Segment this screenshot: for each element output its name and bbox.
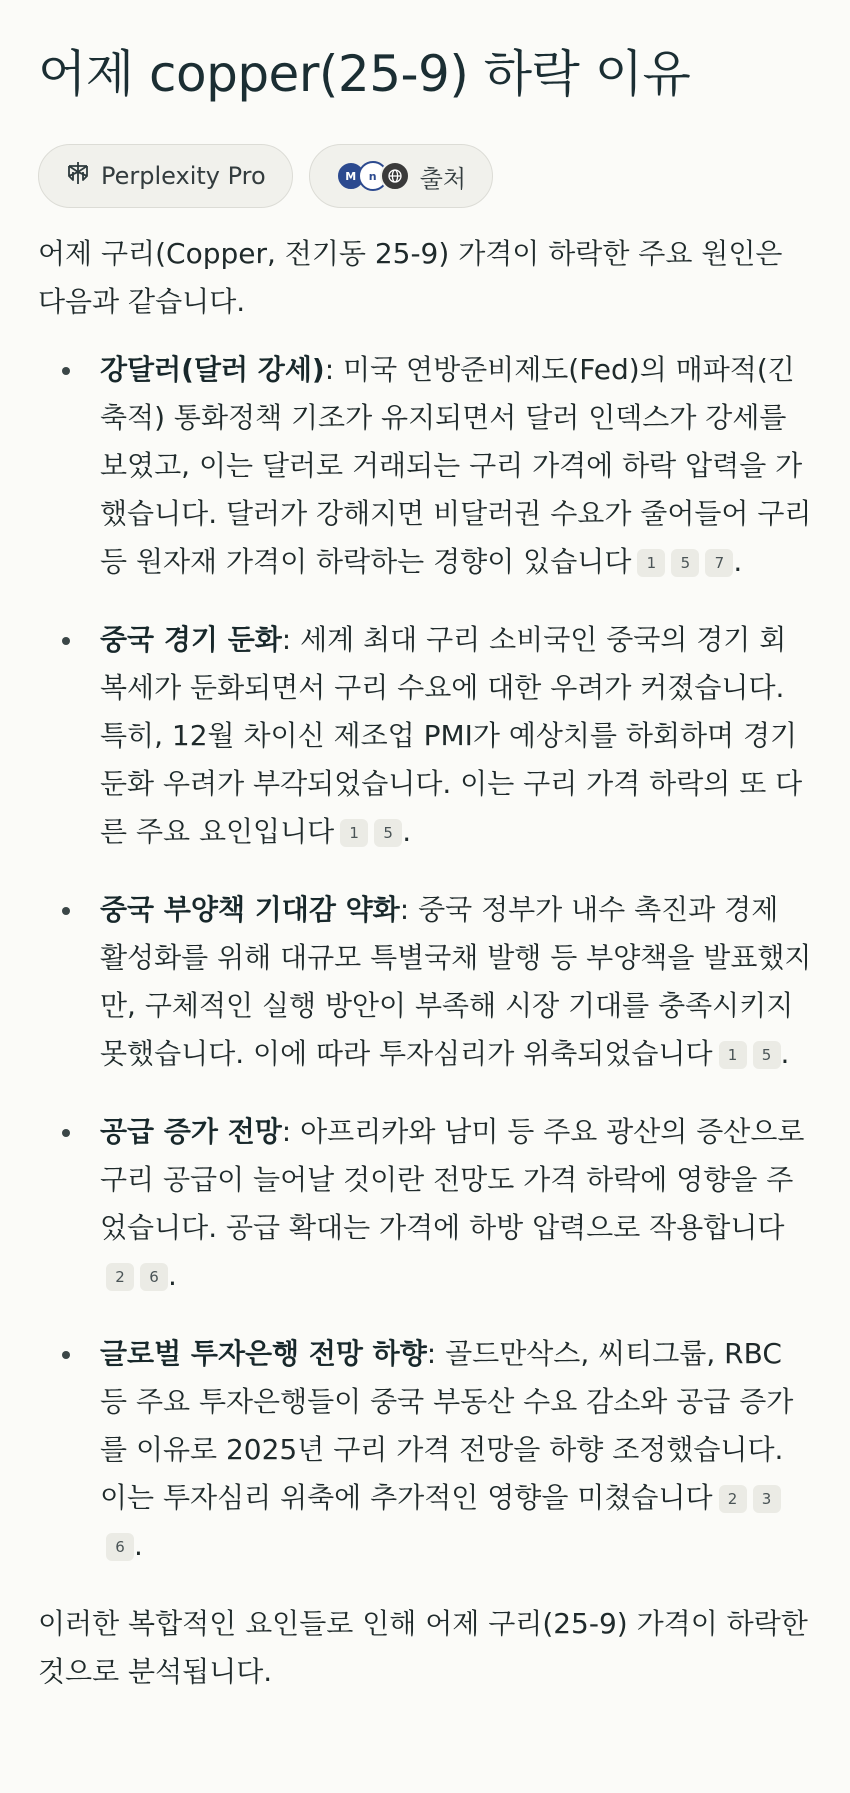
citation-badge[interactable]: 3 xyxy=(753,1485,781,1513)
list-item-heading: 글로벌 투자은행 전망 하향 xyxy=(100,1337,427,1370)
perplexity-pro-chip[interactable] xyxy=(38,144,293,208)
sources-label: 출처 xyxy=(419,164,467,193)
citation-badge[interactable]: 1 xyxy=(340,819,368,847)
list-item-heading: 중국 부양책 기대감 약화 xyxy=(100,893,400,926)
list-item: 중국 부양책 기대감 약화: 중국 정부가 내수 촉진과 경제 활성화를 위해 대규모 특별국채 발행 등 부양책을 발표했지만, 구체적인 실행 방안이 부족해 시장 기대를 충족시키지 못했습니다. 이에 따라 투자심리가 위축되었습니다 1 5 . xyxy=(38,886,812,1078)
list-item: 중국 경기 둔화: 세계 최대 구리 소비국인 중국의 경기 회복세가 둔화되면서 구리 수요에 대한 우려가 커졌습니다. 특히, 12월 차이신 제조업 PMI가 예상치를 하회하며 경기 둔화 우려가 부각되었습니다. 이는 구리 가격 하락의 또 다른 주요 요인입니다 1 5 . xyxy=(38,616,812,856)
answer-chips xyxy=(38,144,812,210)
list-item-heading: 중국 경기 둔화 xyxy=(100,623,282,656)
citation-badge[interactable]: 1 xyxy=(637,549,665,577)
closing-paragraph: 이러한 복합적인 요인들로 인해 어제 구리(25-9) 가격이 하락한 것으로 분석됩니다. xyxy=(38,1607,808,1688)
list-item-text: : 미국 연방준비제도(Fed)의 매파적(긴축적) 통화정책 기조가 유지되면서 달러 인덱스가 강세를 보였고, 이는 달러로 거래되는 구리 가격에 하락 압력을 가했습니다. 달러가 강해지면 비달러권 수요가 줄어들어 구리 등 원자재 가격이 하락하는 경향이 있습니다 xyxy=(100,353,812,578)
source-favicon-icon: M xyxy=(336,161,366,191)
list-item-heading: 강달러(달러 강세) xyxy=(100,353,325,386)
globe-icon xyxy=(380,161,410,191)
source-favicons xyxy=(336,161,410,191)
citation-badge[interactable]: 6 xyxy=(140,1263,168,1291)
source-favicon-icon: n xyxy=(358,161,388,191)
citation-badge[interactable]: 5 xyxy=(753,1041,781,1069)
list-item-text: : 중국 정부가 내수 촉진과 경제 활성화를 위해 대규모 특별국채 발행 등 부양책을 발표했지만, 구체적인 실행 방안이 부족해 시장 기대를 충족시키지 못했습니다. 이에 따라 투자심리가 위축되었습니다 xyxy=(100,893,812,1070)
citation-badge[interactable]: 6 xyxy=(106,1533,134,1561)
list-item-text: : 세계 최대 구리 소비국인 중국의 경기 회복세가 둔화되면서 구리 수요에 대한 우려가 커졌습니다. 특히, 12월 차이신 제조업 PMI가 예상치를 하회하며 경기 둔화 우려가 부각되었습니다. 이는 구리 가격 하락의 또 다른 주요 요인입니다 xyxy=(100,623,803,848)
citation-badge[interactable]: 5 xyxy=(671,549,699,577)
intro-paragraph: 어제 구리(Copper, 전기동 25-9) 가격이 하락한 주요 원인은 다음과 같습니다. xyxy=(38,237,783,318)
perplexity-logo-icon xyxy=(65,160,91,192)
list-item: 공급 증가 전망: 아프리카와 남미 등 주요 광산의 증산으로 구리 공급이 늘어날 것이란 전망도 가격 하락에 영향을 주었습니다. 공급 확대는 가격에 하방 압력으로 작용합니다2 6 . xyxy=(38,1108,812,1300)
reasons-list xyxy=(38,346,812,1570)
list-item-text: : 아프리카와 남미 등 주요 광산의 증산으로 구리 공급이 늘어날 것이란 전망도 가격 하락에 영향을 주었습니다. 공급 확대는 가격에 하방 압력으로 작용합니다 xyxy=(100,1115,805,1244)
list-item: 글로벌 투자은행 전망 하향: 골드만삭스, 씨티그룹, RBC 등 주요 투자은행들이 중국 부동산 수요 감소와 공급 증가를 이유로 2025년 구리 가격 전망을 하향 조정했습니다. 이는 투자심리 위축에 추가적인 영향을 미쳤습니다 2 36 . xyxy=(38,1330,812,1570)
citation-badge[interactable]: 1 xyxy=(719,1041,747,1069)
citation-badge[interactable]: 7 xyxy=(705,549,733,577)
citation-badge[interactable]: 2 xyxy=(719,1485,747,1513)
list-item-heading: 공급 증가 전망 xyxy=(100,1115,282,1148)
perplexity-pro-label: Perplexity Pro xyxy=(101,162,266,190)
list-item: 강달러(달러 강세): 미국 연방준비제도(Fed)의 매파적(긴축적) 통화정책 기조가 유지되면서 달러 인덱스가 강세를 보였고, 이는 달러로 거래되는 구리 가격에 하락 압력을 가했습니다. 달러가 강해지면 비달러권 수요가 줄어들어 구리 등 원자재 가격이 하락하는 경향이 있습니다 1 5 7 . xyxy=(38,346,812,586)
list-item-text: : 골드만삭스, 씨티그룹, RBC 등 주요 투자은행들이 중국 부동산 수요 감소와 공급 증가를 이유로 2025년 구리 가격 전망을 하향 조정했습니다. 이는 투자심리 위축에 추가적인 영향을 미쳤습니다 xyxy=(100,1337,794,1514)
sources-chip[interactable] xyxy=(309,144,493,208)
citation-badge[interactable]: 2 xyxy=(106,1263,134,1291)
page-title: 어제 copper(25-9) 하락 이유 xyxy=(38,45,691,103)
answer-body xyxy=(38,230,812,1696)
citation-badge[interactable]: 5 xyxy=(374,819,402,847)
